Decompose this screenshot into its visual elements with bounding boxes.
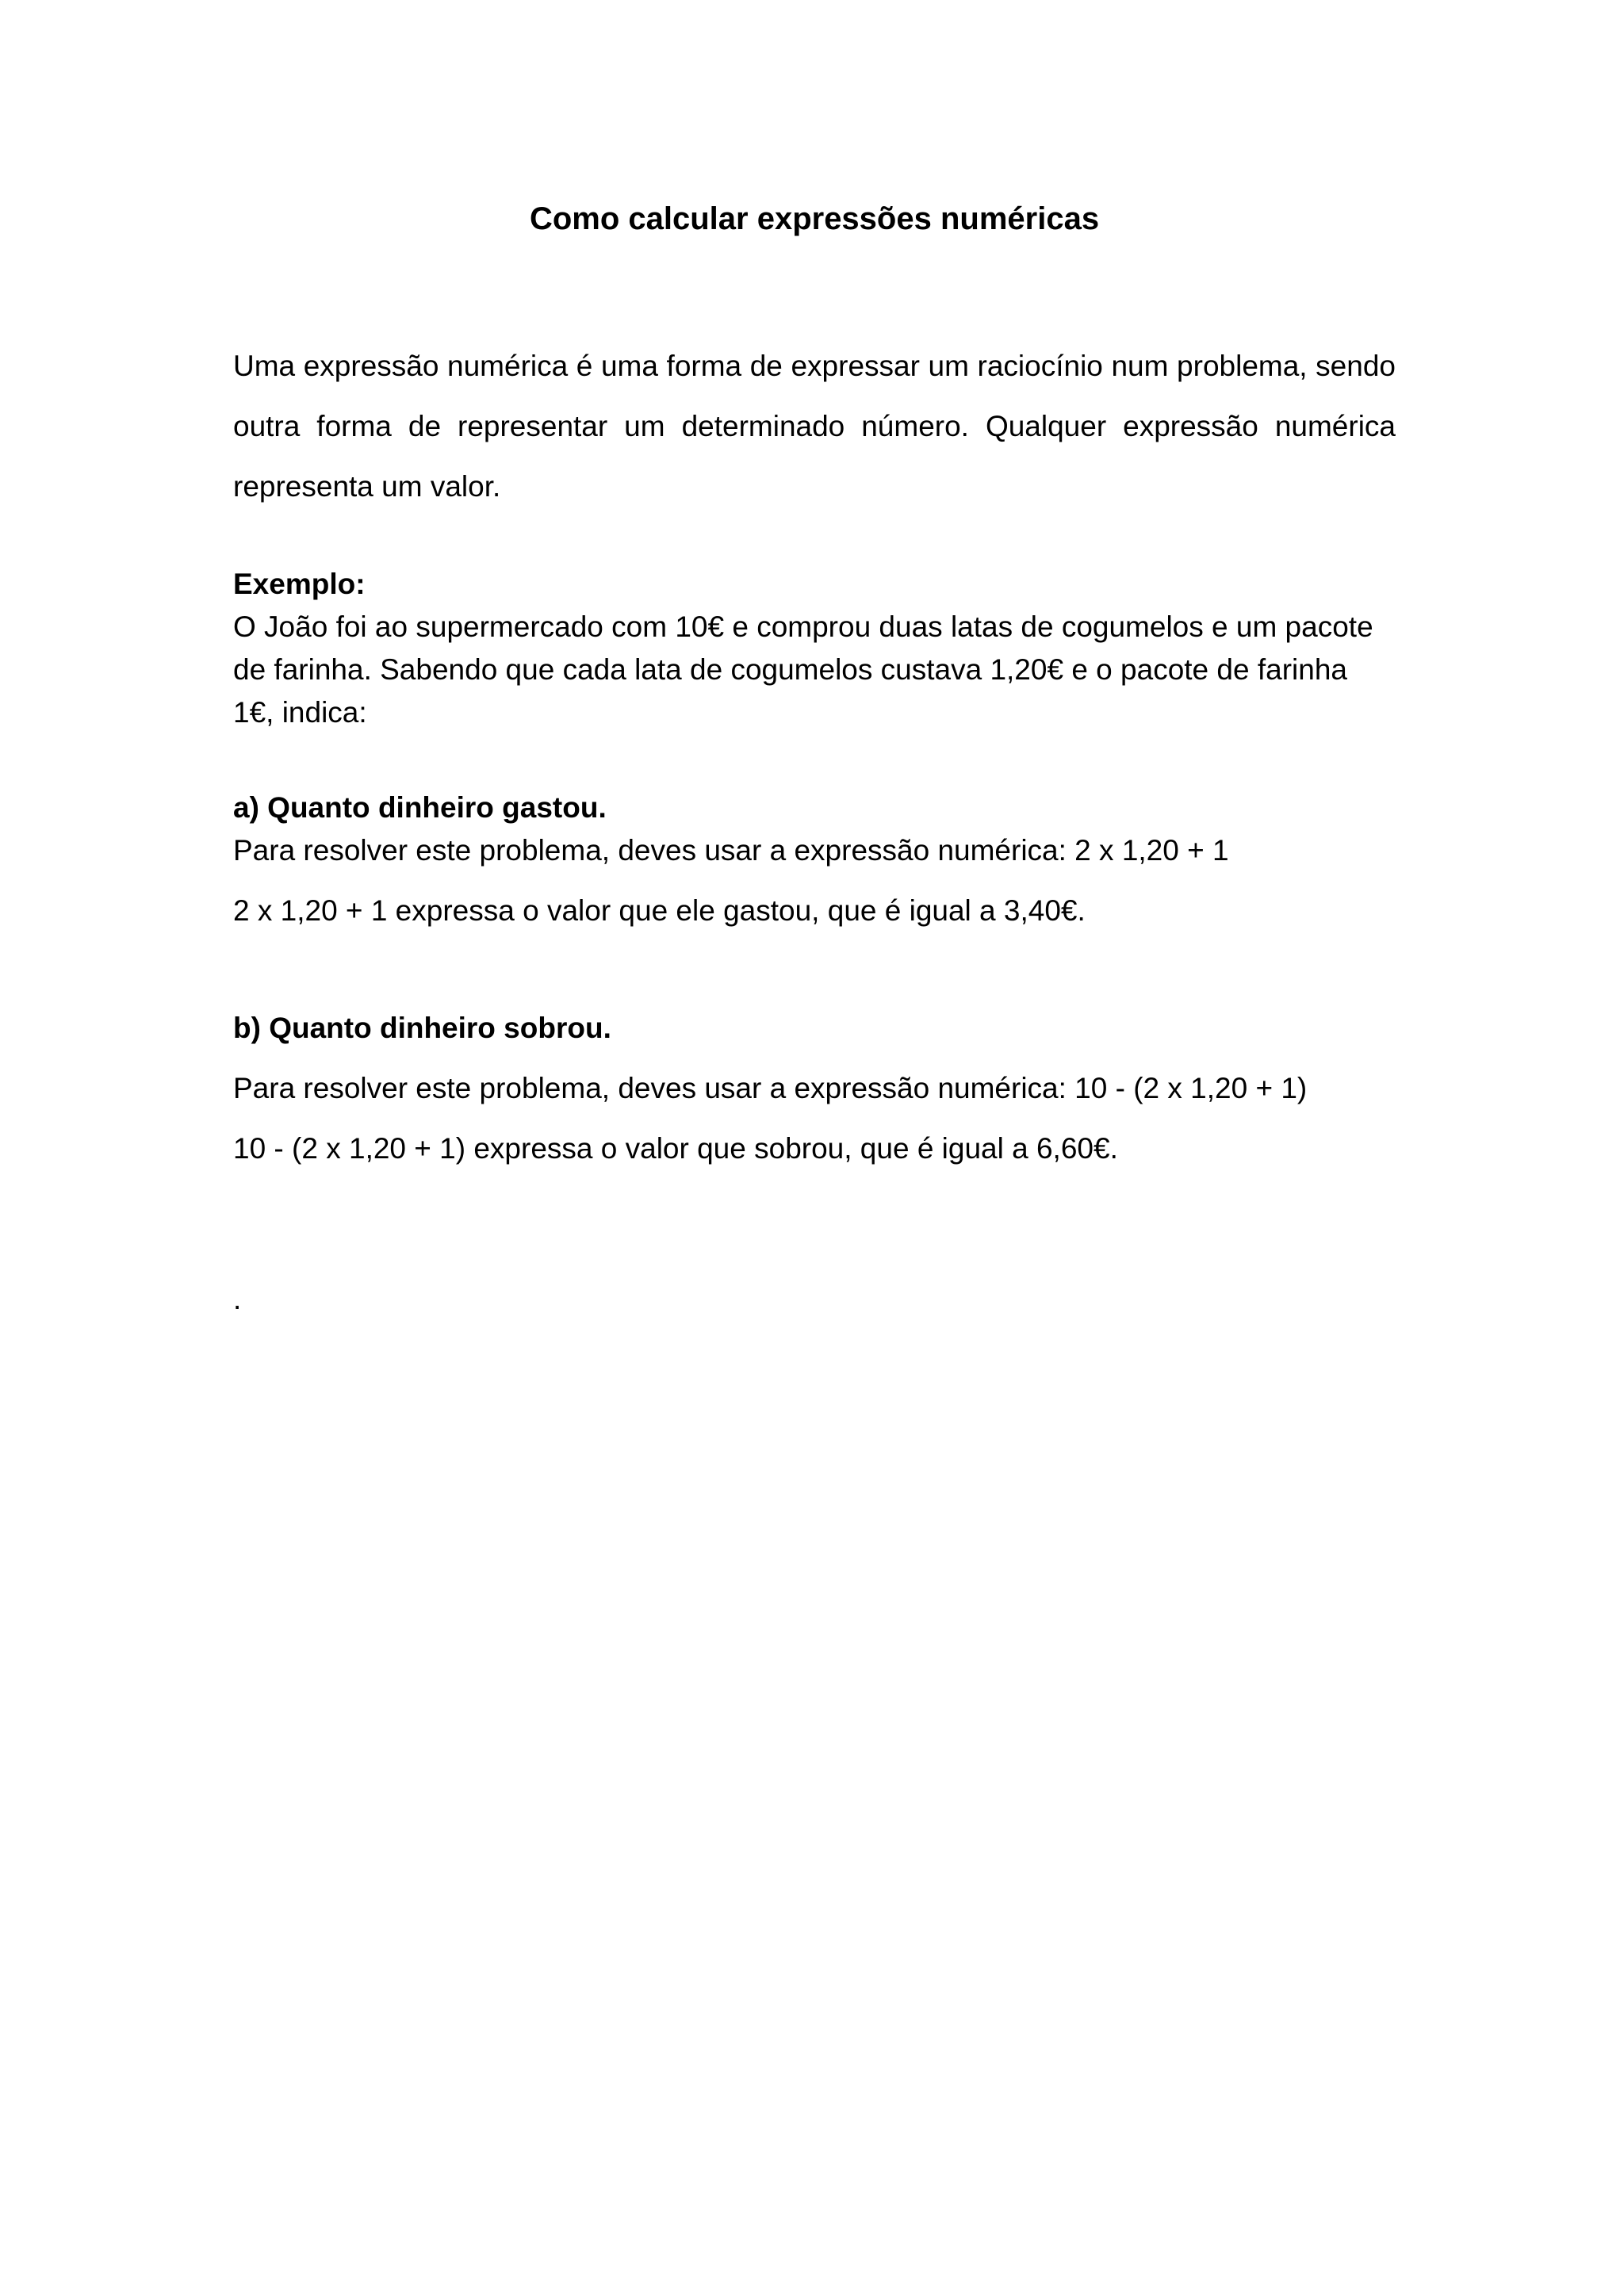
- intro-paragraph: Uma expressão numérica é uma forma de expressar um raciocínio num problema, sendo outra forma de representar um determinado número. Qualquer expressão numérica representa um valor.: [233, 350, 1396, 503]
- page-title: Como calcular expressões numéricas: [529, 201, 1100, 236]
- part-a-instruction: Para resolver este problema, deves usar a expressão numérica: 2 x 1,20 + 1: [233, 834, 1229, 867]
- part-b-instruction: Para resolver este problema, deves usar a expressão numérica: 10 - (2 x 1,20 + 1): [233, 1072, 1308, 1104]
- example-heading: Exemplo:: [233, 568, 366, 600]
- example-section: [233, 563, 1396, 734]
- part-b-result: 10 - (2 x 1,20 + 1) expressa o valor que sobrou, que é igual a 6,60€.: [233, 1132, 1118, 1165]
- example-text: O João foi ao supermercado com 10€ e comprou duas latas de cogumelos e um pacote de farinha. Sabendo que cada lata de cogumelos custava 1,20€ e o pacote de farinha 1€, indica:: [233, 610, 1373, 729]
- part-b-heading: b) Quanto dinheiro sobrou.: [233, 1012, 611, 1044]
- part-a-section: [233, 786, 1396, 932]
- part-a-heading: a) Quanto dinheiro gastou.: [233, 791, 607, 824]
- part-a-result: 2 x 1,20 + 1 expressa o valor que ele gastou, que é igual a 3,40€.: [233, 894, 1086, 927]
- part-b-section: [233, 1007, 1396, 1170]
- trailing-mark: .: [233, 1283, 242, 1315]
